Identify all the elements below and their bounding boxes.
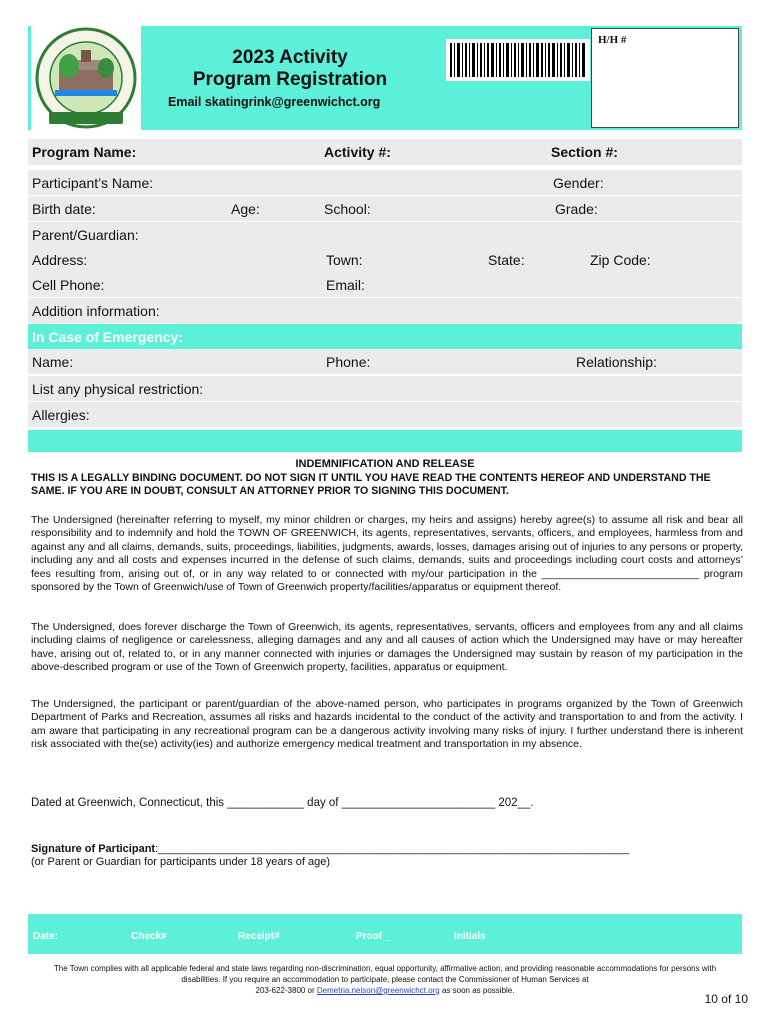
release-paragraph-3: The Undersigned, the participant or parent/guardian of the above-named person, who participates in programs organized by the Town of Greenwich Department of Parks and Recreation, assumes all risks and hazards incidental to the conduct of the activity and transportation to and from the activity. I am aware that participating in any recreational program can be a dangerous activity involving many risks of injury. I further understand there is inherent risk associated with the(se) activity(ies) and authorize emergency medical treatment and transportation in my absence. bbox=[31, 698, 743, 751]
form-title bbox=[170, 47, 410, 91]
office-check-label[interactable]: Check# bbox=[131, 931, 167, 942]
address-field[interactable]: Address: bbox=[32, 252, 88, 268]
gender-field[interactable]: Gender: bbox=[553, 175, 604, 191]
age-field[interactable]: Age: bbox=[231, 201, 260, 217]
row-emergency-header bbox=[28, 324, 742, 349]
contact-line bbox=[28, 985, 742, 996]
accessibility-text: The Town complies with all applicable federal and state laws regarding non-discrimination, equal opportunity, affirmative action, and providing reasonable accommodations for persons with disabilities. If you require an accommodation to participate, please contact the Commissioner of Human Services at bbox=[53, 964, 717, 984]
state-field[interactable]: State: bbox=[488, 252, 525, 268]
cell-phone-field[interactable]: Cell Phone: bbox=[32, 277, 105, 293]
page-number: 10 of 10 bbox=[704, 992, 748, 1006]
title-line-2: Program Registration bbox=[192, 69, 388, 90]
release-paragraph-1: The Undersigned (hereinafter referring to myself, my minor children or charges, my heirs and assigns) hereby agree(s) to assume all risk and bear all responsibility and to indemnify and hold the TOWN OF GREENWICH, its agents, representatives, servants, officers, and employees, harmless from and against any and all claims, demands, suits, proceedings, liabilities, judgments, awards, losses, damages arising out of injuries to any persons or property, including any and all costs and expenses incurred in the defense of such claims, demands, suits and proceedings including court costs and attorneys’ fees resulting from, arising out of, or in any way related to or connected with my/our participation in the ___________________________ program sponsored by the Town of Greenwich/use of Town of Greenwich property/facilities/apparatus or equipment thereof. bbox=[31, 514, 743, 594]
household-number-box[interactable] bbox=[591, 28, 739, 128]
dated-line[interactable]: Dated at Greenwich, Connecticut, this ____________ day of ________________________ 202__. bbox=[31, 797, 534, 809]
row-address bbox=[28, 247, 742, 272]
office-initials-label[interactable]: Initials bbox=[454, 931, 486, 942]
grade-field[interactable]: Grade: bbox=[555, 201, 598, 217]
additional-info-field[interactable]: Addition information: bbox=[32, 303, 160, 319]
release-warning: THIS IS A LEGALLY BINDING DOCUMENT. DO NOT SIGN IT UNTIL YOU HAVE READ THE CONTENTS HEREOF AND UNDERSTAND THE SAME. IF YOU ARE IN DOUBT, CONSULT AN ATTORNEY PRIOR TO SIGNING THIS DOCUMENT. bbox=[31, 472, 711, 498]
row-parent bbox=[28, 222, 742, 247]
birth-date-field[interactable]: Birth date: bbox=[32, 201, 96, 217]
office-proof-label[interactable]: Proof _ bbox=[356, 931, 391, 942]
emergency-relationship-field[interactable]: Relationship: bbox=[576, 354, 657, 370]
emergency-section-label: In Case of Emergency: bbox=[32, 329, 183, 345]
row-teal-divider bbox=[28, 430, 742, 452]
title-line-1: 2023 Activity bbox=[232, 47, 348, 68]
release-title: INDEMNIFICATION AND RELEASE bbox=[295, 458, 475, 470]
email-field[interactable]: Email: bbox=[326, 277, 365, 293]
emergency-name-field[interactable]: Name: bbox=[32, 354, 74, 370]
town-logo bbox=[31, 26, 141, 130]
row-allergies bbox=[28, 402, 742, 427]
program-name-field[interactable]: Program Name: bbox=[32, 144, 137, 160]
signature-label: Signature of Participant bbox=[31, 843, 156, 855]
household-number-label: H/H # bbox=[598, 34, 627, 46]
signature-note: (or Parent or Guardian for participants under 18 years of age) bbox=[31, 856, 330, 868]
signature-line[interactable] bbox=[31, 843, 743, 856]
section-number-field[interactable]: Section #: bbox=[551, 144, 618, 160]
row-additional bbox=[28, 298, 742, 323]
town-field[interactable]: Town: bbox=[326, 252, 363, 268]
activity-number-field[interactable]: Activity #: bbox=[324, 144, 391, 160]
release-paragraph-2: The Undersigned, does forever discharge the Town of Greenwich, its agents, representatives, servants, officers and employees from any and all claims including claims of negligence or carelessness, alleging damages and any and all causes of action which the Undersigned may have or may hereafter have, arising out of, related to, or in any manner connected with injuries or damages the Undersigned may sustain by reason of my participation in the above-described program or use of the Town of Greenwich property, facilities, apparatus or equipment. bbox=[31, 621, 743, 674]
office-use-strip bbox=[28, 914, 742, 954]
contact-email-link[interactable]: Demetria.nelson@greenwichct.org bbox=[316, 986, 440, 995]
allergies-field[interactable]: Allergies: bbox=[32, 407, 90, 423]
contact-phone: 203-622-3800 or bbox=[255, 986, 315, 995]
participant-name-field[interactable]: Participant’s Name: bbox=[32, 175, 154, 191]
contact-email: Email skatingrink@greenwichct.org bbox=[168, 95, 381, 109]
row-phone bbox=[28, 272, 742, 297]
row-emergency-contact bbox=[28, 349, 742, 374]
parent-guardian-field[interactable]: Parent/Guardian: bbox=[32, 227, 139, 243]
physical-restriction-field[interactable]: List any physical restriction: bbox=[32, 381, 204, 397]
row-birth bbox=[28, 196, 742, 221]
accessibility-notice bbox=[28, 963, 742, 996]
row-restrictions bbox=[28, 376, 742, 401]
office-date-label[interactable]: Date: bbox=[33, 931, 59, 942]
emergency-phone-field[interactable]: Phone: bbox=[326, 354, 371, 370]
row-program bbox=[28, 139, 742, 165]
school-field[interactable]: School: bbox=[324, 201, 371, 217]
row-participant bbox=[28, 170, 742, 195]
zip-code-field[interactable]: Zip Code: bbox=[590, 252, 651, 268]
signature-blank[interactable]: :_____________________________________________________________________________ bbox=[155, 843, 630, 855]
office-receipt-label[interactable]: Receipt# bbox=[238, 931, 280, 942]
barcode bbox=[446, 39, 590, 81]
contact-suffix: as soon as possible. bbox=[441, 986, 515, 995]
